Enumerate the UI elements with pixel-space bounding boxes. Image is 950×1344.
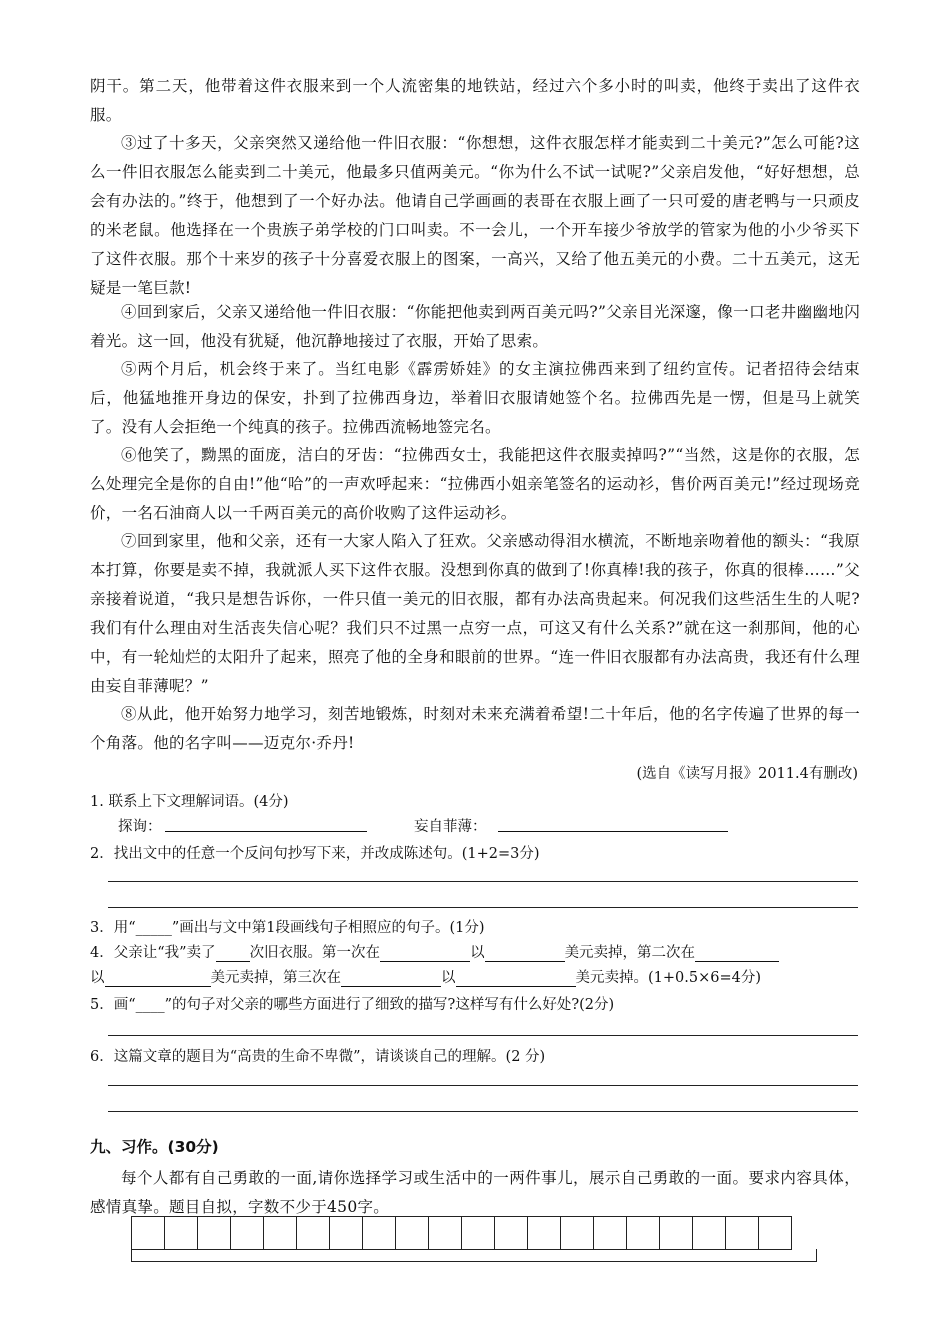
question-4-line-1 <box>90 941 779 962</box>
writing-cell[interactable] <box>132 1217 165 1250</box>
question-6: 6．这篇文章的题目为“高贵的生命不卑微”，请谈谈自己的理解。(2 分) <box>90 1049 546 1065</box>
question-4-blank-place-2[interactable] <box>695 945 779 962</box>
writing-grid-row <box>132 1217 792 1250</box>
question-4-text-d: 美元卖掉，第二次在 <box>564 945 696 961</box>
writing-cell[interactable] <box>165 1217 198 1250</box>
question-4-text-c: 以 <box>470 945 485 961</box>
question-1-word-1-label: 探询： <box>118 819 162 835</box>
question-4-blank-place-1[interactable] <box>380 945 470 962</box>
question-2-answer-line-1[interactable] <box>108 881 858 882</box>
question-6-answer-line-2[interactable] <box>108 1111 858 1112</box>
passage-paragraph-7: ⑦回到家里，他和父亲，还有一大家人陷入了狂欢。父亲感动得泪水横流，不断地亲吻着他的额头：“我原本打算，你要是卖不掉，我就派人买下这件衣服。没想到你真的做到了!你真棒!我的孩子，你真的很棒……”父亲接着说道，“我只是想告诉你，一件只值一美元的旧衣服，都有办法高贵起来。何况我们这些活生生的人呢?我们有什么理由对生活丧失信心呢？我们只不过黑一点穷一点，可这又有什么关系?”就在这一刹那间，他的心中，有一轮灿烂的太阳升了起来，照亮了他的全身和眼前的世界。“连一件旧衣服都有办法高贵，我还有什么理由妄自菲薄呢？” <box>90 532 860 695</box>
question-4-text-e: 以 <box>90 970 105 986</box>
writing-cell[interactable] <box>231 1217 264 1250</box>
question-1-answer-2-blank[interactable] <box>498 815 728 832</box>
writing-cell[interactable] <box>660 1217 693 1250</box>
writing-cell[interactable] <box>198 1217 231 1250</box>
question-1: 1. 联系上下文理解词语。(4分) <box>90 794 289 810</box>
writing-cell[interactable] <box>363 1217 396 1250</box>
writing-cell[interactable] <box>297 1217 330 1250</box>
writing-grid[interactable] <box>131 1216 792 1250</box>
writing-cell[interactable] <box>429 1217 462 1250</box>
question-4-text-a: 4．父亲让“我”卖了 <box>90 945 216 961</box>
question-1-word-2-label: 妄自菲薄： <box>414 819 487 835</box>
question-4-blank-count[interactable] <box>216 945 250 962</box>
writing-cell[interactable] <box>462 1217 495 1250</box>
passage-paragraph-6: ⑥他笑了，黝黑的面庞，洁白的牙齿：“拉佛西女士，我能把这件衣服卖掉吗?”“当然，这是你的衣服，怎么处理完全是你的自由!”他“哈”的一声欢呼起来：“拉佛西小姐亲笔签名的运动衫，售价两百美元!”经过现场竞价，一名石油商人以一千两百美元的高价收购了这件运动衫。 <box>90 446 860 522</box>
writing-cell[interactable] <box>726 1217 759 1250</box>
question-2: 2．找出文中的任意一个反问句抄写下来，并改成陈述句。(1+2=3分) <box>90 846 540 862</box>
writing-cell[interactable] <box>495 1217 528 1250</box>
writing-cell[interactable] <box>759 1217 792 1250</box>
source-citation: (选自《读写月报》2011.4有删改) <box>636 766 858 782</box>
question-4-text-f: 美元卖掉，第三次在 <box>210 970 341 986</box>
question-4-text-h: 美元卖掉。(1+0.5×6=4分) <box>575 970 761 986</box>
passage-paragraph-3: ③过了十多天，父亲突然又递给他一件旧衣服：“你想想，这件衣服怎样才能卖到二十美元?”怎么可能?这么一件旧衣服怎么能卖到二十美元，他最多只值两美元。“你为什么不试一试呢?”父亲启发他，“好好想想，总会有办法的。”终于，他想到了一个好办法。他请自己学画画的表哥在衣服上画了一只可爱的唐老鸭与一只顽皮的米老鼠。他选择在一个贵族子弟学校的门口叫卖。不一会儿，一个开车接少爷放学的管家为他的小少爷买下了这件衣服。那个十来岁的孩子十分喜爱衣服上的图案，一高兴，又给了他五美元的小费。二十五美元，这无疑是一笔巨款! <box>90 134 860 297</box>
writing-cell[interactable] <box>594 1217 627 1250</box>
question-5: 5．画“____”的句子对父亲的哪些方面进行了细致的描写?这样写有什么好处?(2分) <box>90 997 615 1013</box>
writing-cell[interactable] <box>693 1217 726 1250</box>
writing-cell[interactable] <box>528 1217 561 1250</box>
composition-prompt: 每个人都有自己勇敢的一面,请你选择学习或生活中的一两件事儿，展示自己勇敢的一面。要求内容具体，感情真挚。题目自拟，字数不少于450字。 <box>90 1169 860 1216</box>
question-6-answer-line-1[interactable] <box>108 1085 858 1086</box>
writing-cell[interactable] <box>330 1217 363 1250</box>
writing-cell[interactable] <box>264 1217 297 1250</box>
writing-cell[interactable] <box>396 1217 429 1250</box>
writing-cell[interactable] <box>627 1217 660 1250</box>
question-4-blank-price-3[interactable] <box>456 970 576 987</box>
question-4-line-2 <box>90 966 761 987</box>
passage-paragraph-2-end: 阴干。第二天，他带着这件衣服来到一个人流密集的地铁站，经过六个多小时的叫卖，他终于卖出了这件衣服。 <box>90 77 860 124</box>
writing-grid-spacer-row <box>131 1249 817 1262</box>
passage-paragraph-8: ⑧从此，他开始努力地学习，刻苦地锻炼，时刻对未来充满着希望!二十年后，他的名字传遍了世界的每一个角落。他的名字叫——迈克尔·乔丹! <box>90 705 860 752</box>
passage-paragraph-5: ⑤两个月后，机会终于来了。当红电影《霹雳娇娃》的女主演拉佛西来到了纽约宣传。记者招待会结束后，他猛地推开身边的保安，扑到了拉佛西身边，举着旧衣服请她签个名。拉佛西先是一愣，但是马上就笑了。没有人会拒绝一个纯真的孩子。拉佛西流畅地签完名。 <box>90 360 860 436</box>
passage-paragraph-4: ④回到家后，父亲又递给他一件旧衣服：“你能把他卖到两百美元吗?”父亲目光深邃，像一口老井幽幽地闪着光。这一回，他没有犹疑，他沉静地接过了衣服，开始了思索。 <box>90 303 860 350</box>
question-5-answer-line[interactable] <box>108 1035 858 1036</box>
question-4-blank-price-1[interactable] <box>485 945 565 962</box>
question-4-blank-price-2[interactable] <box>105 970 211 987</box>
question-2-answer-line-2[interactable] <box>108 907 858 908</box>
question-4-blank-place-3[interactable] <box>341 970 441 987</box>
writing-cell[interactable] <box>561 1217 594 1250</box>
question-3: 3．用“_____”画出与文中第1段画线句子相照应的句子。(1分) <box>90 920 485 936</box>
question-4-text-b: 次旧衣服。第一次在 <box>249 945 381 961</box>
question-1-answer-1-blank[interactable] <box>165 815 367 832</box>
composition-section-title: 九、习作。(30分) <box>90 1138 219 1156</box>
question-4-text-g: 以 <box>441 970 456 986</box>
